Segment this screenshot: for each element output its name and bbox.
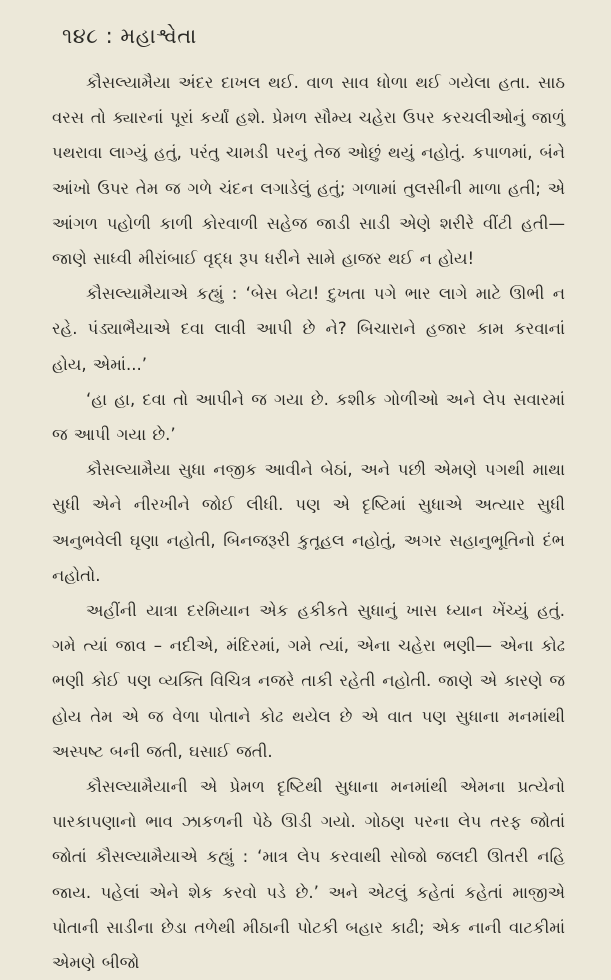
paragraph-6: કૌસલ્યામૈયાની એ પ્રેમળ દૃષ્ટિથી સુધાના મનમાંથી એમના પ્રત્યેનો પારકાપણાનો ભાવ ઝાકળની પેઠે ઊડી ગયો. ગોઠણ પરના લેપ તરફ જોતાં જોતાં કૌસલ્યામૈયાએ કહ્યું : ‘માત્ર લેપ કરવાથી સોજો જલદી ઊતરી નહિ જાય. પહેલાં એને શેક કરવો પડે છે.’ અને એટલું કહેતાં કહેતાં માજીએ પોતાની સાડીના છેડા તળેથી મીઠાની પોટકી બહાર કાઢી; એક નાની વાટકીમાં એમણે બીજો <box>52 777 565 973</box>
paragraph-5: અહીંની યાત્રા દરમિયાન એક હકીકતે સુધાનું ખાસ ધ્યાન ખેંચ્યું હતું. ગમે ત્યાં જાવ – નદીએ, મંદિરમાં, ગમે ત્યાં, એના ચહેરા ભણી— એના કોઢ ભણી કોઈ પણ વ્યક્તિ વિચિત્ર નજરે તાકી રહેતી નહોતી. જાણે એ કારણે જ હોય તેમ એ જ વેળા પોતાને કોઢ થયેલ છે એ વાત પણ સુધાના મનમાંથી અસ્પષ્ટ બની જતી, ઘસાઈ જતી. <box>52 601 565 761</box>
running-head <box>62 24 565 49</box>
book-title: મહાશ્વેતા <box>120 24 197 48</box>
paragraph-4: કૌસલ્યામૈયા સુધા નજીક આવીને બેઠાં, અને પછી એમણે પગથી માથા સુધી એને નીરખીને જોઈ લીધી. પણ એ દૃષ્ટિમાં સુધાએ અત્યાર સુધી અનુભવેલી ઘૃણા નહોતી, બિનજરૂરી કુતૂહલ નહોતું, અગર સહાનુભૂતિનો દંભ નહોતો. <box>52 460 565 585</box>
paragraph-1: કૌસલ્યામૈયા અંદર દાખલ થઈ. વાળ સાવ ધોળા થઈ ગયેલા હતા. સાઠ વરસ તો ક્યારનાં પૂરાં કર્યાં હશે. પ્રેમળ સૌમ્ય ચહેરા ઉપર કરચલીઓનું જાળું પથરાવા લાગ્યું હતું, પરંતુ ચામડી પરનું તેજ ઓછું થયું નહોતું. કપાળમાં, બંને આંખો ઉપર તેમ જ ગળે ચંદન લગાડેલું હતું; ગળામાં તુલસીની માળા હતી; એ આંગળ પહોળી કાળી કોરવાળી સહેજ જાડી સાડી એણે શરીરે વીંટી હતી— જાણે સાધ્વી મીરાંબાઈ વૃદ્ધ રૂપ ધરીને સામે હાજર થઈ ન હોય! <box>52 73 565 269</box>
header-separator: : <box>105 24 114 48</box>
paragraph-2: કૌસલ્યામૈયાએ કહ્યું : ‘બેસ બેટા! દુખતા પગે ભાર લાગે માટે ઊભી ન રહે. પંડ્યાભૈયાએ દવા લાવી આપી છે ને? બિચારાને હજાર કામ કરવાનાં હોય, એમાં...’ <box>52 284 565 374</box>
paragraph-3: ‘હા હા, દવા તો આપીને જ ગયા છે. કશીક ગોળીઓ અને લેપ સવારમાં જ આપી ગયા છે.’ <box>52 389 565 445</box>
body-text <box>52 65 565 980</box>
page-number: ૧૪૮ <box>62 24 99 48</box>
